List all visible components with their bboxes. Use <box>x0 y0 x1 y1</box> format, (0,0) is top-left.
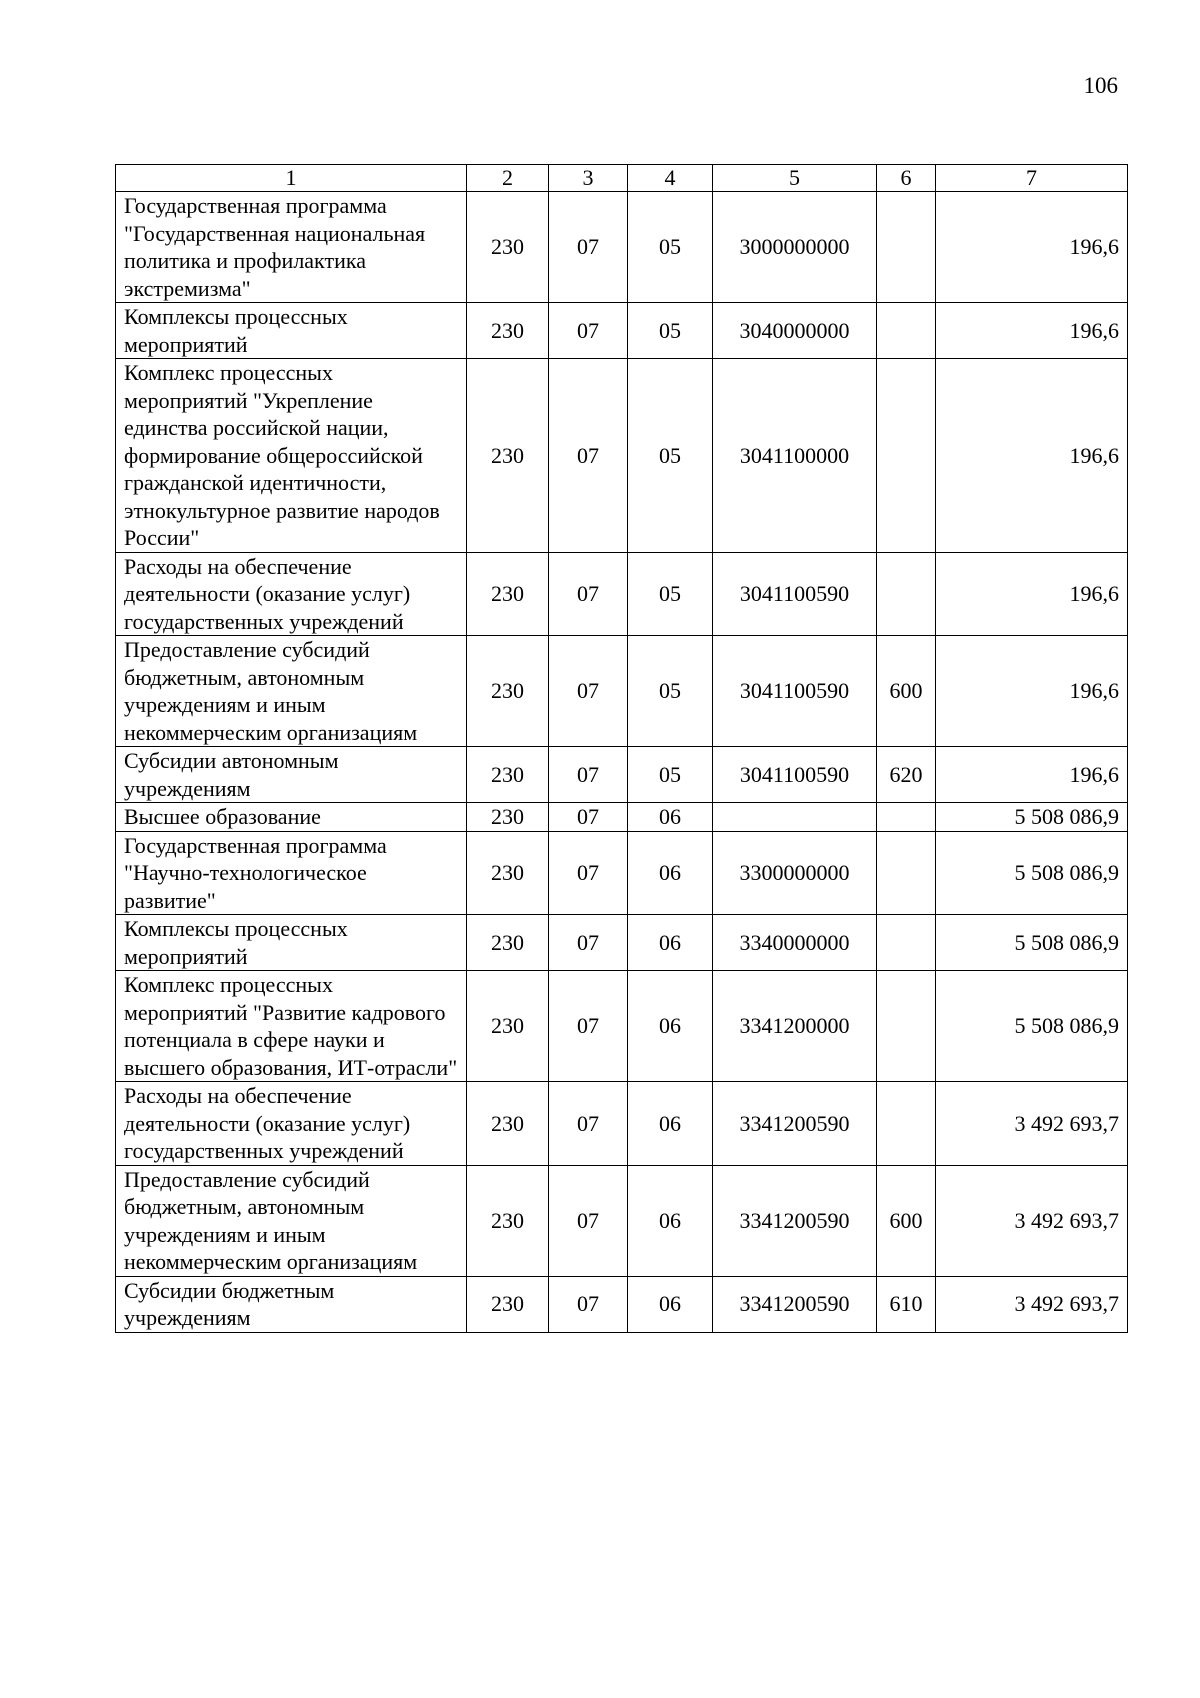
table-row <box>116 1082 1128 1166</box>
table-row <box>116 803 1128 832</box>
row-rz: 07 <box>549 831 628 915</box>
row-ved: 230 <box>467 803 549 832</box>
row-ved: 230 <box>467 747 549 803</box>
header-cell: 7 <box>936 165 1128 192</box>
table-row <box>116 915 1128 971</box>
row-csr: 3341200590 <box>713 1276 877 1332</box>
row-name: Комплексы процессных мероприятий <box>116 915 467 971</box>
row-vr: 620 <box>877 747 936 803</box>
row-vr <box>877 831 936 915</box>
row-rz: 07 <box>549 1082 628 1166</box>
table-row <box>116 636 1128 747</box>
row-csr: 3041100590 <box>713 636 877 747</box>
row-name: Государственная программа "Научно-технологическое развитие" <box>116 831 467 915</box>
row-pr: 06 <box>628 1276 713 1332</box>
header-cell: 5 <box>713 165 877 192</box>
table-row <box>116 552 1128 636</box>
row-rz: 07 <box>549 915 628 971</box>
row-pr: 05 <box>628 552 713 636</box>
row-csr: 3000000000 <box>713 192 877 303</box>
row-pr: 05 <box>628 747 713 803</box>
row-rz: 07 <box>549 552 628 636</box>
row-ved: 230 <box>467 303 549 359</box>
row-rz: 07 <box>549 1165 628 1276</box>
row-csr <box>713 803 877 832</box>
row-rz: 07 <box>549 747 628 803</box>
row-sum: 196,6 <box>936 636 1128 747</box>
row-vr <box>877 915 936 971</box>
row-csr: 3341200590 <box>713 1082 877 1166</box>
table-row <box>116 831 1128 915</box>
row-name: Высшее образование <box>116 803 467 832</box>
row-vr <box>877 303 936 359</box>
row-csr: 3041100590 <box>713 552 877 636</box>
row-ved: 230 <box>467 1165 549 1276</box>
row-ved: 230 <box>467 1082 549 1166</box>
row-pr: 05 <box>628 192 713 303</box>
table-row <box>116 192 1128 303</box>
row-sum: 3 492 693,7 <box>936 1165 1128 1276</box>
row-vr <box>877 552 936 636</box>
row-csr: 3341200000 <box>713 971 877 1082</box>
row-rz: 07 <box>549 803 628 832</box>
row-name: Государственная программа "Государственная национальная политика и профилактика экстремизма" <box>116 192 467 303</box>
row-rz: 07 <box>549 971 628 1082</box>
row-name: Комплекс процессных мероприятий "Развитие кадрового потенциала в сфере науки и высшего образования, ИТ-отрасли" <box>116 971 467 1082</box>
row-pr: 06 <box>628 831 713 915</box>
row-vr <box>877 971 936 1082</box>
row-sum: 196,6 <box>936 303 1128 359</box>
table-row <box>116 1165 1128 1276</box>
row-name: Расходы на обеспечение деятельности (оказание услуг) государственных учреждений <box>116 552 467 636</box>
row-ved: 230 <box>467 915 549 971</box>
row-sum: 5 508 086,9 <box>936 803 1128 832</box>
row-sum: 5 508 086,9 <box>936 971 1128 1082</box>
row-csr: 3300000000 <box>713 831 877 915</box>
row-sum: 196,6 <box>936 359 1128 553</box>
row-ved: 230 <box>467 359 549 553</box>
row-sum: 196,6 <box>936 192 1128 303</box>
row-sum: 196,6 <box>936 747 1128 803</box>
row-name: Комплексы процессных мероприятий <box>116 303 467 359</box>
row-ved: 230 <box>467 636 549 747</box>
header-cell: 1 <box>116 165 467 192</box>
row-vr <box>877 359 936 553</box>
header-cell: 2 <box>467 165 549 192</box>
row-csr: 3340000000 <box>713 915 877 971</box>
row-pr: 06 <box>628 1165 713 1276</box>
row-csr: 3341200590 <box>713 1165 877 1276</box>
table-row <box>116 971 1128 1082</box>
row-name: Предоставление субсидий бюджетным, автономным учреждениям и иным некоммерческим организациям <box>116 636 467 747</box>
row-csr: 3040000000 <box>713 303 877 359</box>
budget-table <box>115 164 1128 1333</box>
row-ved: 230 <box>467 831 549 915</box>
row-vr: 600 <box>877 1165 936 1276</box>
row-name: Расходы на обеспечение деятельности (оказание услуг) государственных учреждений <box>116 1082 467 1166</box>
row-vr: 610 <box>877 1276 936 1332</box>
row-name: Предоставление субсидий бюджетным, автономным учреждениям и иным некоммерческим организациям <box>116 1165 467 1276</box>
row-ved: 230 <box>467 1276 549 1332</box>
row-csr: 3041100590 <box>713 747 877 803</box>
row-ved: 230 <box>467 971 549 1082</box>
row-sum: 5 508 086,9 <box>936 831 1128 915</box>
table-row <box>116 1276 1128 1332</box>
table-header-row <box>116 165 1128 192</box>
row-pr: 05 <box>628 303 713 359</box>
row-rz: 07 <box>549 303 628 359</box>
row-vr <box>877 1082 936 1166</box>
header-cell: 3 <box>549 165 628 192</box>
row-rz: 07 <box>549 1276 628 1332</box>
row-name: Субсидии автономным учреждениям <box>116 747 467 803</box>
table-row <box>116 303 1128 359</box>
row-sum: 196,6 <box>936 552 1128 636</box>
row-name: Комплекс процессных мероприятий "Укрепление единства российской нации, формирование общероссийской гражданской идентичности, этнокультурное развитие народов России" <box>116 359 467 553</box>
row-ved: 230 <box>467 192 549 303</box>
row-name: Субсидии бюджетным учреждениям <box>116 1276 467 1332</box>
page-number: 106 <box>1083 73 1118 98</box>
row-pr: 05 <box>628 359 713 553</box>
header-cell: 4 <box>628 165 713 192</box>
header-cell: 6 <box>877 165 936 192</box>
row-rz: 07 <box>549 359 628 553</box>
row-rz: 07 <box>549 636 628 747</box>
row-pr: 06 <box>628 803 713 832</box>
row-vr <box>877 192 936 303</box>
row-sum: 3 492 693,7 <box>936 1276 1128 1332</box>
row-pr: 05 <box>628 636 713 747</box>
row-sum: 3 492 693,7 <box>936 1082 1128 1166</box>
row-csr: 3041100000 <box>713 359 877 553</box>
table-row <box>116 747 1128 803</box>
row-vr: 600 <box>877 636 936 747</box>
row-pr: 06 <box>628 971 713 1082</box>
row-ved: 230 <box>467 552 549 636</box>
table-row <box>116 359 1128 553</box>
row-pr: 06 <box>628 915 713 971</box>
row-sum: 5 508 086,9 <box>936 915 1128 971</box>
row-pr: 06 <box>628 1082 713 1166</box>
row-vr <box>877 803 936 832</box>
row-rz: 07 <box>549 192 628 303</box>
